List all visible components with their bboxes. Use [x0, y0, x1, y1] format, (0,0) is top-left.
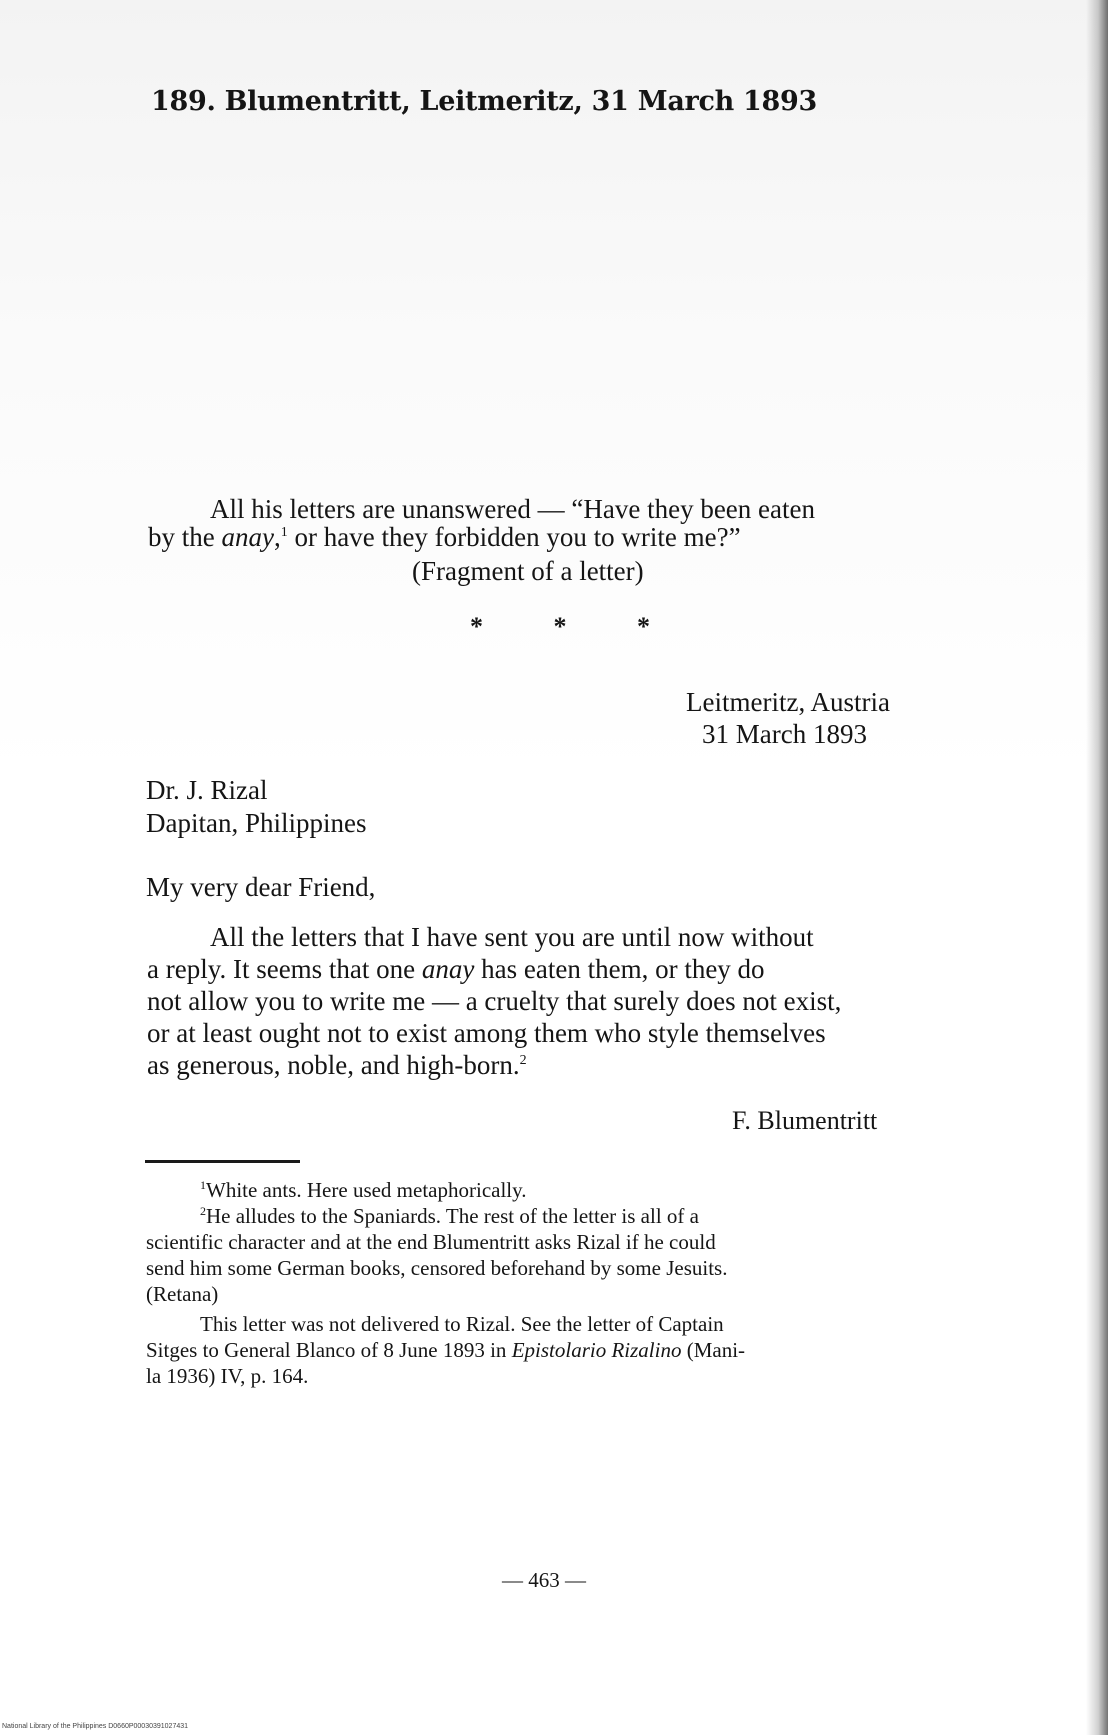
body-line-5 [147, 1052, 527, 1079]
anay-term: anay [221, 522, 274, 552]
summary-line-2 [148, 524, 741, 551]
footnote-1 [200, 1180, 527, 1201]
separator-asterisk: * [553, 612, 567, 641]
addressee-name: Dr. J. Rizal [146, 775, 268, 805]
footnote-text: He alludes to the Spaniards. The rest of the letter is all of a [206, 1204, 699, 1228]
addressee-location: Dapitan, Philippines [146, 808, 367, 838]
scan-imprint: National Library of the Philippines D0660P00030391027431 [2, 1723, 189, 1730]
scan-edge-shadow [1086, 0, 1108, 1735]
footnote-3-line-2 [146, 1340, 745, 1361]
summary-text: by the [148, 522, 222, 552]
summary-text: , [273, 522, 281, 552]
page-number: — 463 — [502, 1568, 586, 1592]
separator-asterisk: * [637, 612, 650, 641]
letter-heading: 189. Blumentritt, Leitmeritz, 31 March 1893 [151, 86, 817, 117]
footnote-3-line-1: This letter was not delivered to Rizal. See the letter of Captain [200, 1312, 724, 1336]
footnote-3-line-3: la 1936) IV, p. 164. [146, 1364, 309, 1388]
summary-line-1: All his letters are unanswered — “Have they been eaten [210, 494, 815, 524]
body-line-1: All the letters that I have sent you are until now without [210, 922, 814, 952]
dateline [686, 686, 890, 750]
body-text: as generous, noble, and high-born. [147, 1050, 520, 1080]
footnote-text: Sitges to General Blanco of 8 June 1893 in [146, 1338, 512, 1362]
dateline-place: Leitmeritz, Austria [686, 687, 890, 717]
signature: F. Blumentritt [732, 1106, 878, 1135]
dateline-date: 31 March 1893 [702, 719, 867, 749]
body-line-3: not allow you to write me — a cruelty that surely does not exist, [147, 986, 842, 1016]
footnote-number: 1 [200, 1178, 206, 1192]
body-text: has eaten them, or they do [474, 954, 765, 984]
body-text: a reply. It seems that one [147, 954, 422, 984]
footnote-number: 2 [200, 1204, 206, 1218]
body-line-4: or at least ought not to exist among them who style themselves [147, 1018, 826, 1048]
footnote-2-line-1 [200, 1206, 699, 1227]
footnote-2-line-2: scientific character and at the end Blumentritt asks Rizal if he could [146, 1230, 716, 1254]
body-line-2 [147, 956, 765, 983]
footnote-ref-1: 1 [280, 525, 288, 540]
anay-term: anay [421, 954, 475, 984]
footnote-text: White ants. Here used metaphorically. [206, 1178, 527, 1202]
footnote-ref-2: 2 [519, 1053, 527, 1068]
book-title: Epistolario Rizalino [511, 1338, 682, 1362]
section-separator [470, 612, 650, 642]
summary-line-3: (Fragment of a letter) [412, 556, 644, 586]
separator-asterisk: * [470, 612, 483, 641]
footnote-divider [145, 1160, 300, 1163]
addressee [146, 774, 366, 840]
summary-text: or have they forbidden you to write me?” [287, 522, 741, 552]
salutation: My very dear Friend, [146, 872, 376, 902]
footnote-2-line-4: (Retana) [146, 1282, 219, 1306]
footnote-2-line-3: send him some German books, censored beforehand by some Jesuits. [146, 1256, 728, 1280]
footnote-text: (Mani- [681, 1338, 746, 1362]
